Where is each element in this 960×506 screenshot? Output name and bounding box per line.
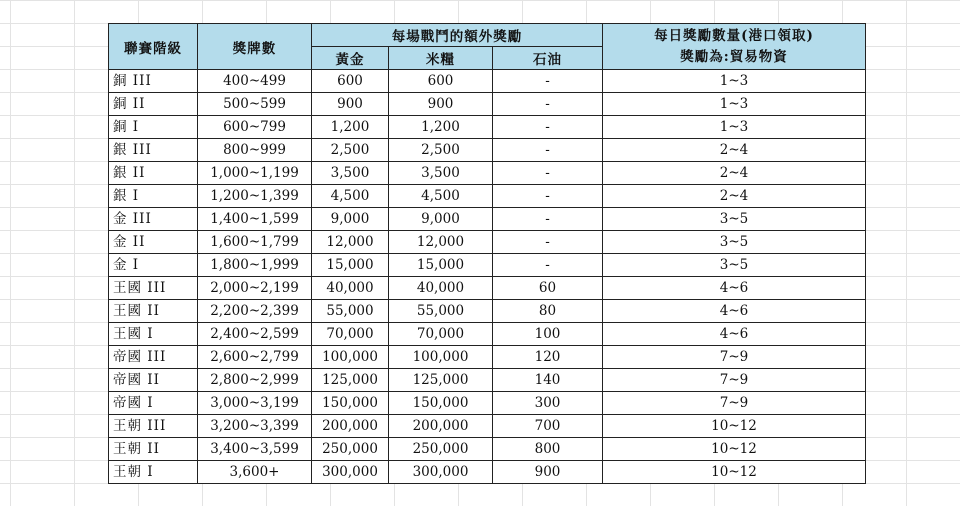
header-oil[interactable]: 石油 — [493, 47, 603, 70]
gold-cell[interactable]: 1,200 — [312, 116, 389, 139]
rice-cell[interactable]: 4,500 — [389, 185, 493, 208]
rice-cell[interactable]: 15,000 — [389, 254, 493, 277]
oil-cell[interactable]: 80 — [493, 300, 603, 323]
gold-cell[interactable]: 200,000 — [312, 415, 389, 438]
oil-cell[interactable]: 60 — [493, 277, 603, 300]
medals-cell[interactable]: 3,600+ — [198, 461, 312, 484]
medals-cell[interactable]: 3,200~3,399 — [198, 415, 312, 438]
rice-cell[interactable]: 70,000 — [389, 323, 493, 346]
rice-cell[interactable]: 900 — [389, 93, 493, 116]
medals-cell[interactable]: 1,000~1,199 — [198, 162, 312, 185]
rice-cell[interactable]: 600 — [389, 70, 493, 93]
daily-cell[interactable]: 3~5 — [603, 208, 866, 231]
rice-cell[interactable]: 55,000 — [389, 300, 493, 323]
table-row — [109, 300, 866, 323]
rice-cell[interactable]: 40,000 — [389, 277, 493, 300]
league-cell[interactable]: 王朝 II — [109, 438, 198, 461]
gold-cell[interactable]: 600 — [312, 70, 389, 93]
medals-cell[interactable]: 2,400~2,599 — [198, 323, 312, 346]
oil-cell[interactable]: - — [493, 208, 603, 231]
gold-cell[interactable]: 9,000 — [312, 208, 389, 231]
league-cell[interactable]: 王國 II — [109, 300, 198, 323]
table-header — [109, 24, 866, 70]
oil-cell[interactable]: - — [493, 70, 603, 93]
rice-cell[interactable]: 125,000 — [389, 369, 493, 392]
rice-cell[interactable]: 300,000 — [389, 461, 493, 484]
medals-cell[interactable]: 2,200~2,399 — [198, 300, 312, 323]
table-row — [109, 369, 866, 392]
league-cell[interactable]: 銅 I — [109, 116, 198, 139]
rice-cell[interactable]: 9,000 — [389, 208, 493, 231]
daily-cell[interactable]: 10~12 — [603, 461, 866, 484]
oil-cell[interactable]: - — [493, 231, 603, 254]
daily-cell[interactable]: 2~4 — [603, 185, 866, 208]
daily-cell[interactable]: 2~4 — [603, 162, 866, 185]
gold-cell[interactable]: 55,000 — [312, 300, 389, 323]
league-cell[interactable]: 銀 II — [109, 162, 198, 185]
rice-cell[interactable]: 1,200 — [389, 116, 493, 139]
league-cell[interactable]: 金 III — [109, 208, 198, 231]
medals-cell[interactable]: 400~499 — [198, 70, 312, 93]
rice-cell[interactable]: 3,500 — [389, 162, 493, 185]
table-body — [109, 70, 866, 484]
medals-cell[interactable]: 1,400~1,599 — [198, 208, 312, 231]
medals-cell[interactable]: 500~599 — [198, 93, 312, 116]
rice-cell[interactable]: 150,000 — [389, 392, 493, 415]
league-cell[interactable]: 帝國 I — [109, 392, 198, 415]
daily-cell[interactable]: 7~9 — [603, 369, 866, 392]
table-row — [109, 277, 866, 300]
medals-cell[interactable]: 1,200~1,399 — [198, 185, 312, 208]
medals-cell[interactable]: 1,800~1,999 — [198, 254, 312, 277]
table-row — [109, 438, 866, 461]
table-row — [109, 323, 866, 346]
rice-cell[interactable]: 200,000 — [389, 415, 493, 438]
gold-cell[interactable]: 70,000 — [312, 323, 389, 346]
rice-cell[interactable]: 250,000 — [389, 438, 493, 461]
daily-cell[interactable]: 2~4 — [603, 139, 866, 162]
medals-cell[interactable]: 2,600~2,799 — [198, 346, 312, 369]
oil-cell[interactable]: 900 — [493, 461, 603, 484]
league-cell[interactable]: 王國 III — [109, 277, 198, 300]
gold-cell[interactable]: 100,000 — [312, 346, 389, 369]
header-medals[interactable]: 獎牌數 — [198, 24, 312, 70]
table-row — [109, 415, 866, 438]
league-cell[interactable]: 帝國 II — [109, 369, 198, 392]
daily-cell[interactable]: 7~9 — [603, 392, 866, 415]
gold-cell[interactable]: 4,500 — [312, 185, 389, 208]
daily-cell[interactable]: 4~6 — [603, 277, 866, 300]
header-league-tier[interactable]: 聯賽階級 — [109, 24, 198, 70]
gold-cell[interactable]: 250,000 — [312, 438, 389, 461]
rice-cell[interactable]: 12,000 — [389, 231, 493, 254]
league-cell[interactable]: 銅 III — [109, 70, 198, 93]
league-cell[interactable]: 王國 I — [109, 323, 198, 346]
league-cell[interactable]: 銅 II — [109, 93, 198, 116]
oil-cell[interactable]: - — [493, 254, 603, 277]
header-daily-line1: 每日獎勵數量(港口領取) — [654, 27, 814, 44]
daily-cell[interactable]: 1~3 — [603, 116, 866, 139]
gold-cell[interactable]: 12,000 — [312, 231, 389, 254]
oil-cell[interactable]: 800 — [493, 438, 603, 461]
league-cell[interactable]: 銀 I — [109, 185, 198, 208]
gold-cell[interactable]: 40,000 — [312, 277, 389, 300]
header-daily-rewards[interactable] — [603, 24, 866, 70]
medals-cell[interactable]: 800~999 — [198, 139, 312, 162]
oil-cell[interactable]: - — [493, 116, 603, 139]
daily-cell[interactable]: 10~12 — [603, 415, 866, 438]
table-row — [109, 162, 866, 185]
daily-cell[interactable]: 1~3 — [603, 70, 866, 93]
oil-cell[interactable]: - — [493, 162, 603, 185]
daily-cell[interactable]: 3~5 — [603, 254, 866, 277]
oil-cell[interactable]: 140 — [493, 369, 603, 392]
league-cell[interactable]: 王朝 I — [109, 461, 198, 484]
medals-cell[interactable]: 3,400~3,599 — [198, 438, 312, 461]
table-row — [109, 93, 866, 116]
league-cell[interactable]: 帝國 III — [109, 346, 198, 369]
oil-cell[interactable]: 700 — [493, 415, 603, 438]
oil-cell[interactable]: - — [493, 139, 603, 162]
header-gold[interactable]: 黃金 — [312, 47, 389, 70]
oil-cell[interactable]: 100 — [493, 323, 603, 346]
table-row — [109, 185, 866, 208]
table-row — [109, 70, 866, 93]
table-row — [109, 254, 866, 277]
league-rewards-table — [108, 23, 866, 484]
table-row — [109, 392, 866, 415]
gold-cell[interactable]: 3,500 — [312, 162, 389, 185]
oil-cell[interactable]: 120 — [493, 346, 603, 369]
header-extra-rewards[interactable]: 每場戰鬥的額外獎勵 — [312, 24, 603, 47]
oil-cell[interactable]: - — [493, 93, 603, 116]
gold-cell[interactable]: 125,000 — [312, 369, 389, 392]
daily-cell[interactable]: 4~6 — [603, 323, 866, 346]
gold-cell[interactable]: 15,000 — [312, 254, 389, 277]
league-cell[interactable]: 銀 III — [109, 139, 198, 162]
league-cell[interactable]: 王朝 III — [109, 415, 198, 438]
oil-cell[interactable]: - — [493, 185, 603, 208]
oil-cell[interactable]: 300 — [493, 392, 603, 415]
league-cell[interactable]: 金 I — [109, 254, 198, 277]
table-row — [109, 139, 866, 162]
daily-cell[interactable]: 7~9 — [603, 346, 866, 369]
daily-cell[interactable]: 10~12 — [603, 438, 866, 461]
gold-cell[interactable]: 2,500 — [312, 139, 389, 162]
medals-cell[interactable]: 3,000~3,199 — [198, 392, 312, 415]
header-daily-line2: 獎勵為:貿易物資 — [680, 48, 788, 65]
daily-cell[interactable]: 4~6 — [603, 300, 866, 323]
medals-cell[interactable]: 600~799 — [198, 116, 312, 139]
rice-cell[interactable]: 2,500 — [389, 139, 493, 162]
gold-cell[interactable]: 300,000 — [312, 461, 389, 484]
table-row — [109, 346, 866, 369]
table-row — [109, 208, 866, 231]
header-rice[interactable]: 米糧 — [389, 47, 493, 70]
table-row — [109, 231, 866, 254]
table-row — [109, 461, 866, 484]
medals-cell[interactable]: 2,800~2,999 — [198, 369, 312, 392]
daily-cell[interactable]: 1~3 — [603, 93, 866, 116]
daily-cell[interactable]: 3~5 — [603, 231, 866, 254]
gold-cell[interactable]: 150,000 — [312, 392, 389, 415]
gold-cell[interactable]: 900 — [312, 93, 389, 116]
medals-cell[interactable]: 2,000~2,199 — [198, 277, 312, 300]
table-row — [109, 116, 866, 139]
league-cell[interactable]: 金 II — [109, 231, 198, 254]
rice-cell[interactable]: 100,000 — [389, 346, 493, 369]
medals-cell[interactable]: 1,600~1,799 — [198, 231, 312, 254]
